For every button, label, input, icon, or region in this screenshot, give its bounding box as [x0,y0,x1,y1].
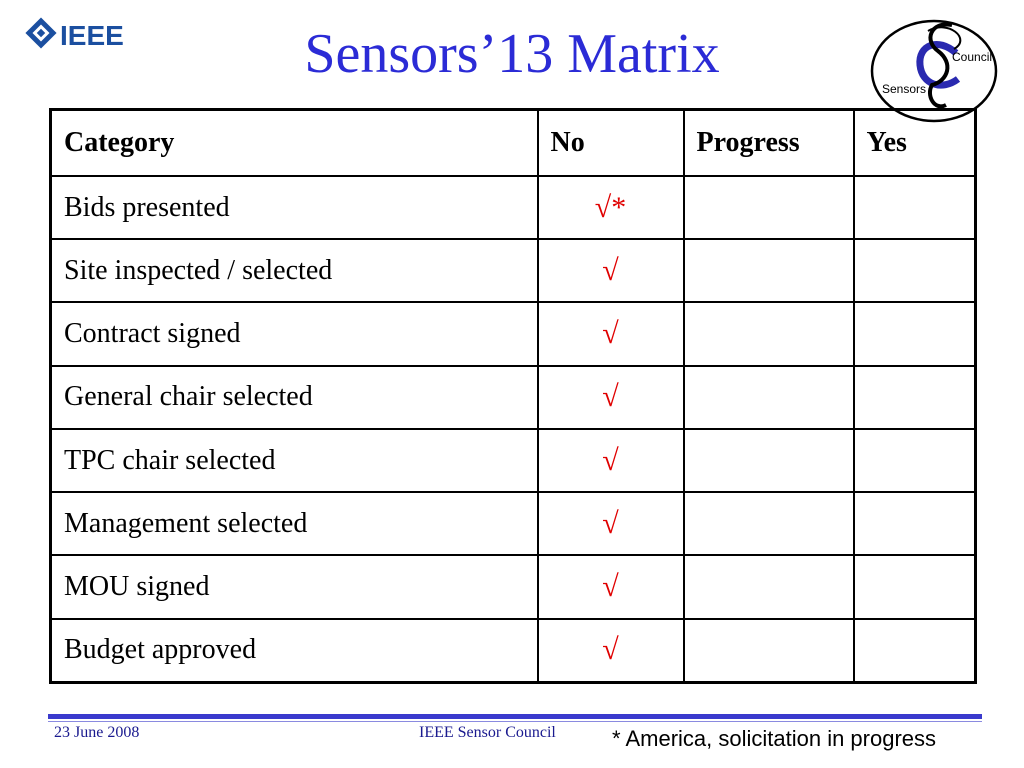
category-cell: Contract signed [51,302,538,365]
table-row [51,176,976,239]
category-cell: Site inspected / selected [51,239,538,302]
category-cell: Bids presented [51,176,538,239]
yes-cell [854,176,976,239]
progress-cell [684,239,854,302]
no-check-cell: √ [538,239,684,302]
table-row [51,555,976,618]
table-row [51,302,976,365]
table-header-row [51,110,976,177]
column-header-progress: Progress [684,110,854,177]
logo-word-council: Council [952,50,993,64]
column-header-no: No [538,110,684,177]
table-row [51,366,976,429]
progress-cell [684,555,854,618]
yes-cell [854,429,976,492]
yes-cell [854,492,976,555]
sensors-matrix-table [49,108,977,684]
footnote: * America, solicitation in progress [612,726,937,751]
yes-cell [854,555,976,618]
category-cell: Management selected [51,492,538,555]
no-check-cell: √ [538,302,684,365]
table-row [51,239,976,302]
category-cell: General chair selected [51,366,538,429]
category-cell: TPC chair selected [51,429,538,492]
yes-cell [854,366,976,429]
yes-cell [854,302,976,365]
ieee-logo-text: IEEE [60,20,124,51]
no-check-cell: √ [538,555,684,618]
table-row [51,492,976,555]
progress-cell [684,429,854,492]
page-title: Sensors’13 Matrix [304,23,720,85]
progress-cell [684,176,854,239]
progress-cell [684,366,854,429]
no-check-cell: √ [538,366,684,429]
logo-word-sensors: Sensors [882,82,927,96]
column-header-category: Category [51,110,538,177]
column-header-yes: Yes [854,110,976,177]
progress-cell [684,492,854,555]
table-row [51,429,976,492]
footer-rule-thin [48,721,982,722]
footer-rule [48,714,982,719]
footer-date: 23 June 2008 [54,724,140,741]
no-check-cell: √ [538,492,684,555]
category-cell: Budget approved [51,619,538,683]
yes-cell [854,619,976,683]
yes-cell [854,239,976,302]
category-cell: MOU signed [51,555,538,618]
progress-cell [684,302,854,365]
footer-organization: IEEE Sensor Council [419,724,556,741]
no-check-cell: √* [538,176,684,239]
progress-cell [684,619,854,683]
no-check-cell: √ [538,619,684,683]
table-row [51,619,976,683]
no-check-cell: √ [538,429,684,492]
